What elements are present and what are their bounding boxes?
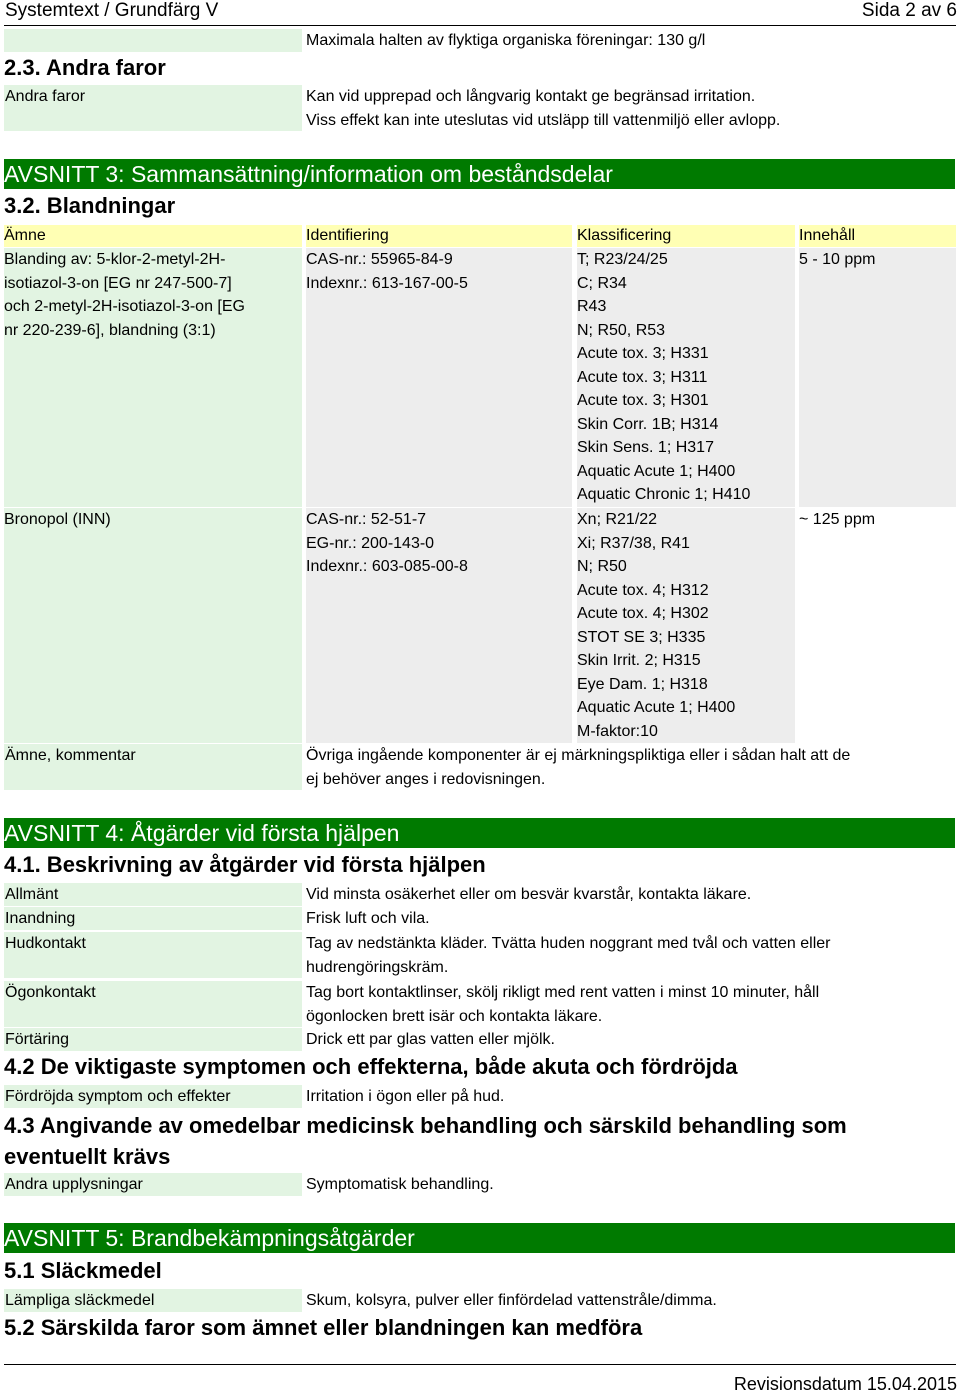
delayed-symptoms-label: Fördröjda symptom och effekter [4,1085,302,1108]
subsection-5-1-title: 5.1 Släckmedel [4,1258,162,1283]
header-divider [4,25,956,26]
voc-label-cell [4,29,302,52]
row1-substance: Blanding av: 5-klor-2-metyl-2H- isotiazol-3-on [EG nr 247-500-7] och 2-metyl-2H-isotiazol-3-on [EG nr 220-239-6], blandning (3:1) [4,248,302,507]
first-aid-skin-label: Hudkontakt [4,932,302,978]
other-info-label: Andra upplysningar [4,1173,302,1196]
subsection-4-3-title: 4.3 Angivande av omedelbar medicinsk behandling och särskild behandling som eventuellt krävs [4,1113,847,1169]
section-3-header: AVSNITT 3: Sammansättning/information om beståndsdelar [4,159,955,189]
row2-identification: CAS-nr.: 52-51-7 EG-nr.: 200-143-0 Indexnr.: 603-085-00-8 [306,508,572,743]
subsection-2-3-title: 2.3. Andra faror [4,55,166,80]
extinguishing-media-label: Lämpliga släckmedel [4,1289,302,1312]
row1-identification: CAS-nr.: 55965-84-9 Indexnr.: 613-167-00-5 [306,248,572,507]
subsection-3-2-title: 3.2. Blandningar [4,193,176,218]
first-aid-inhalation-label: Inandning [4,907,302,930]
row2-classification: Xn; R21/22 Xi; R37/38, R41 N; R50 Acute tox. 4; H312 Acute tox. 4; H302 STOT SE 3; H335 Skin Irrit. 2; H315 Eye Dam. 1; H318 Aquatic Acute 1; H400 M-faktor:10 [577,508,795,743]
other-hazards-label: Andra faror [4,85,302,131]
col-header-identification: Identifiering [306,225,572,247]
section-5-header: AVSNITT 5: Brandbekämpningsåtgärder [4,1223,955,1253]
first-aid-ingestion-value: Drick ett par glas vatten eller mjölk. [306,1031,555,1048]
delayed-symptoms-value: Irritation i ögon eller på hud. [306,1088,505,1105]
col-header-content: Innehåll [799,225,956,247]
revision-date: Revisionsdatum 15.04.2015 [733,1374,957,1394]
extinguishing-media-value: Skum, kolsyra, pulver eller finfördelad vattenstråle/dimma. [306,1292,717,1309]
col-header-substance: Ämne [4,225,302,247]
other-info-value: Symptomatisk behandling. [306,1176,494,1193]
row1-content: 5 - 10 ppm [799,248,956,507]
voc-value: Maximala halten av flyktiga organiska föreningar: 130 g/l [306,32,706,49]
col-header-classification: Klassificering [577,225,795,247]
row2-substance: Bronopol (INN) [4,508,302,743]
page-number: Sida 2 av 6 [861,0,957,21]
first-aid-inhalation-value: Frisk luft och vila. [306,910,430,927]
other-hazards-value: Kan vid upprepad och långvarig kontakt ge begränsad irritation. Viss effekt kan inte uteslutas vid utsläpp till vattenmiljö eller avlopp. [306,88,781,129]
subsection-4-2-title: 4.2 De viktigaste symptomen och effekterna, både akuta och fördröjda [4,1054,738,1079]
first-aid-skin-value: Tag av nedstänkta kläder. Tvätta huden noggrant med tvål och vatten eller hudrengöringskräm. [306,935,831,976]
first-aid-eye-label: Ögonkontakt [4,981,302,1027]
comment-label: Ämne, kommentar [4,744,302,790]
first-aid-general-value: Vid minsta osäkerhet eller om besvär kvarstår, kontakta läkare. [306,886,752,903]
section-4-header: AVSNITT 4: Åtgärder vid första hjälpen [4,818,955,848]
row2-content: ~ 125 ppm [799,511,876,528]
row1-classification: T; R23/24/25 C; R34 R43 N; R50, R53 Acute tox. 3; H331 Acute tox. 3; H311 Acute tox. 3; H301 Skin Corr. 1B; H314 Skin Sens. 1; H317 Aquatic Acute 1; H400 Aquatic Chronic 1; H410 [577,248,795,507]
first-aid-general-label: Allmänt [4,883,302,906]
subsection-5-2-title: 5.2 Särskilda faror som ämnet eller blandningen kan medföra [4,1315,643,1340]
footer-divider [4,1364,956,1365]
subsection-4-1-title: 4.1. Beskrivning av åtgärder vid första hjälpen [4,852,486,877]
comment-value: Övriga ingående komponenter är ej märkningspliktiga eller i sådan halt att de ej behöver anges i redovisningen. [306,747,851,788]
document-title: Systemtext / Grundfärg V [5,0,219,21]
first-aid-eye-value: Tag bort kontaktlinser, skölj rikligt med rent vatten i minst 10 minuter, håll ögonlocken brett isär och kontakta läkare. [306,984,820,1025]
first-aid-ingestion-label: Förtäring [4,1028,302,1051]
